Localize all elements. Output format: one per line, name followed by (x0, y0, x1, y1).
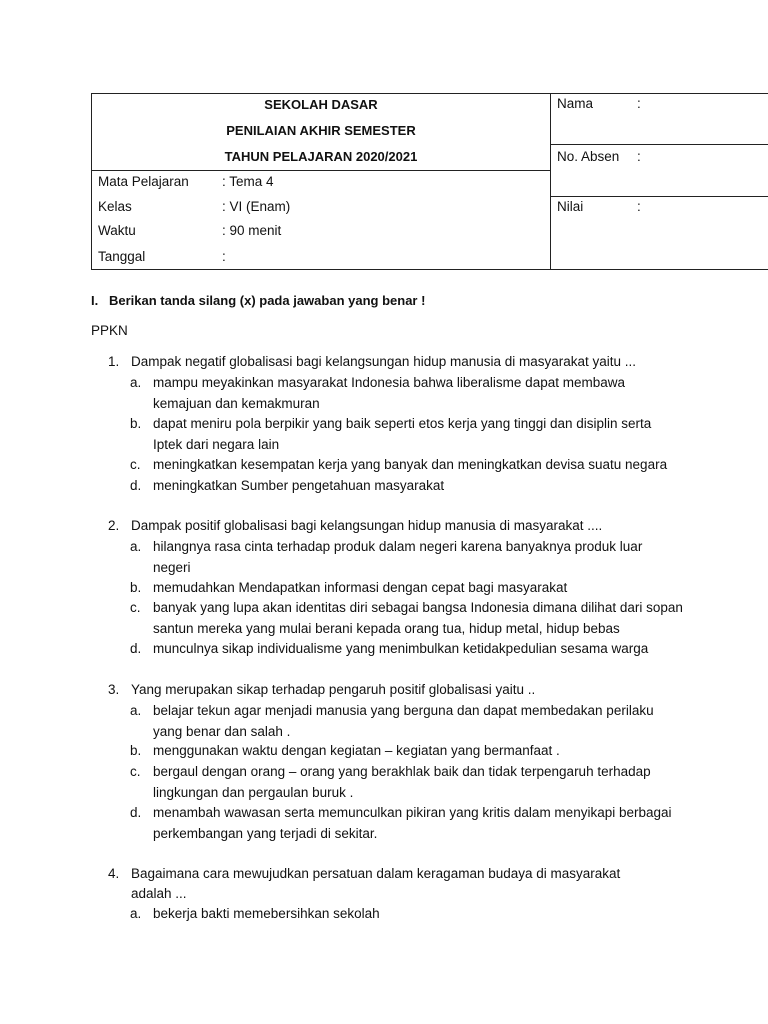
option-letter: c. (130, 457, 141, 472)
option-text: meningkatkan Sumber pengetahuan masyarakat (153, 478, 445, 493)
question-number: 3. (108, 682, 120, 697)
year-title: TAHUN PELAJARAN 2020/2021 (224, 149, 418, 164)
name-colon: : (637, 96, 641, 111)
option-text: munculnya sikap individualisme yang menimbulkan ketidakpedulian sesama warga (153, 641, 649, 656)
option-letter: c. (130, 600, 141, 615)
question-number: 2. (108, 518, 120, 533)
question-text: Yang merupakan sikap terhadap pengaruh positif globalisasi yaitu .. (131, 682, 536, 697)
option-letter: c. (130, 764, 141, 779)
subject-value: : Tema 4 (222, 174, 274, 189)
question-text: Bagaimana cara mewujudkan persatuan dalam keragaman budaya di masyarakat adalah ... (131, 866, 621, 901)
absen-colon: : (637, 149, 641, 164)
class-label: Kelas (98, 199, 132, 214)
section-heading (91, 293, 425, 308)
option-letter: b. (130, 743, 142, 758)
table-divider-left (92, 170, 550, 171)
section-instruction: Berikan tanda silang (x) pada jawaban yang benar ! (109, 293, 426, 308)
table-divider-right-2 (550, 196, 768, 197)
option-letter: a. (130, 906, 142, 921)
option-text: hilangnya rasa cinta terhadap produk dalam negeri karena banyaknya produk luar negeri (153, 539, 643, 575)
school-title: SEKOLAH DASAR (264, 97, 378, 112)
time-label: Waktu (98, 223, 136, 238)
option-text: bekerja bakti memebersihkan sekolah (153, 906, 380, 921)
absen-label: No. Absen (557, 149, 620, 164)
exam-title: PENILAIAN AKHIR SEMESTER (226, 123, 416, 138)
option-letter: a. (130, 375, 142, 390)
subject-heading: PPKN (91, 323, 128, 338)
question-number: 4. (108, 866, 120, 881)
option-text: meningkatkan kesempatan kerja yang banyak dan meningkatkan devisa suatu negara (153, 457, 668, 472)
option-text: belajar tekun agar menjadi manusia yang berguna dan dapat membedakan perilaku yang benar dan salah . (153, 703, 654, 739)
date-label: Tanggal (98, 249, 146, 264)
table-divider-vertical (550, 94, 551, 270)
time-value: : 90 menit (222, 223, 282, 238)
option-letter: a. (130, 539, 142, 554)
option-letter: b. (130, 416, 142, 431)
question-number: 1. (108, 354, 120, 369)
option-text: bergaul dengan orang – orang yang berakhlak baik dan tidak terpengaruh terhadap lingkungan dan pergaulan buruk . (153, 764, 651, 800)
table-divider-right-1 (550, 144, 768, 145)
option-text: menambah wawasan serta memunculkan pikiran yang kritis dalam menyikapi berbagai perkembangan yang terjadi di sekitar. (153, 805, 672, 841)
date-value: : (222, 249, 226, 264)
name-label: Nama (557, 96, 594, 111)
score-label: Nilai (557, 199, 584, 214)
option-text: mampu meyakinkan masyarakat Indonesia bahwa liberalisme dapat membawa kemajuan dan kemakmuran (153, 375, 625, 411)
score-colon: : (637, 199, 641, 214)
header-table (91, 93, 768, 270)
option-text: banyak yang lupa akan identitas diri sebagai bangsa Indonesia dimana dilihat dari sopan santun mereka yang mulai berani kepada orang tua, hidup metal, hidup bebas (153, 600, 683, 636)
option-letter: d. (130, 805, 142, 820)
question-text: Dampak positif globalisasi bagi kelangsungan hidup manusia di masyarakat .... (131, 518, 603, 533)
option-text: menggunakan waktu dengan kegiatan – kegiatan yang bermanfaat . (153, 743, 560, 758)
section-number: I. (91, 293, 99, 308)
option-letter: d. (130, 478, 142, 493)
option-text: dapat meniru pola berpikir yang baik seperti etos kerja yang tinggi dan disiplin serta Iptek dari negara lain (153, 416, 652, 452)
class-value: : VI (Enam) (222, 199, 291, 214)
subject-label: Mata Pelajaran (98, 174, 189, 189)
option-letter: b. (130, 580, 142, 595)
question-text: Dampak negatif globalisasi bagi kelangsungan hidup manusia di masyarakat yaitu ... (131, 354, 637, 369)
option-letter: d. (130, 641, 142, 656)
option-letter: a. (130, 703, 142, 718)
option-text: memudahkan Mendapatkan informasi dengan cepat bagi masyarakat (153, 580, 568, 595)
